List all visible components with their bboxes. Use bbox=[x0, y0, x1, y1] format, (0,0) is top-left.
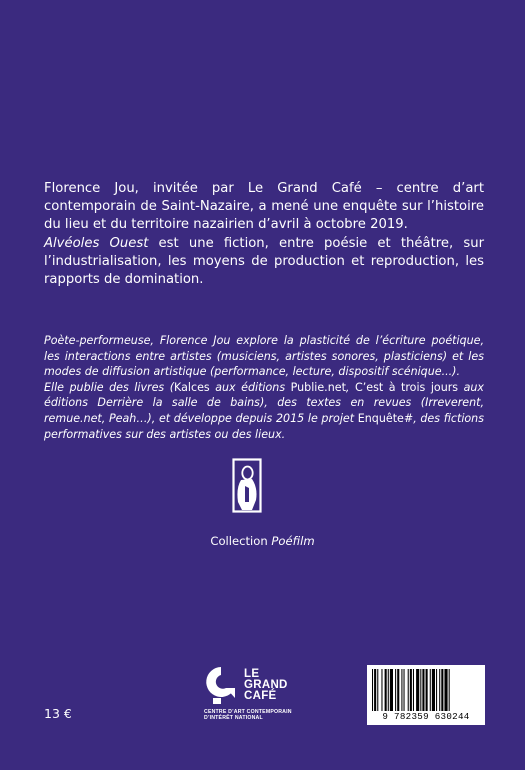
publisher-name-line-2: GRAND bbox=[244, 679, 288, 691]
barcode-bar bbox=[408, 669, 409, 713]
bio-paragraph-2 bbox=[44, 380, 484, 442]
barcode-bar bbox=[390, 669, 393, 713]
barcode-bar bbox=[420, 669, 421, 713]
collection-label bbox=[0, 534, 525, 548]
bio-text-c: aux éditions bbox=[209, 380, 291, 394]
bio-text-i: , des fictions performatives sur des artistes ou des lieux. bbox=[44, 411, 484, 441]
barcode-bar bbox=[377, 669, 378, 713]
bio-text-e: , bbox=[345, 380, 355, 394]
barcode-bar bbox=[401, 669, 402, 713]
isbn-digits: 9 782359 630244 bbox=[367, 711, 485, 722]
barcode-bar bbox=[422, 669, 424, 713]
barcode-bar bbox=[444, 669, 447, 713]
summary-paragraph-2-text: est une fiction, entre poésie et théâtre, sur l’industrialisation, les moyens de production et reproduction, les rapports de domination. bbox=[44, 235, 484, 288]
publisher-subtitle bbox=[204, 709, 329, 721]
bio-project-enquete: Enquête# bbox=[357, 411, 414, 425]
publisher-name bbox=[244, 669, 288, 702]
bio-paragraph-1: Poète-performeuse, Florence Jou explore la plasticité de l’écriture poétique, les interactions entre artistes (musiciens, artistes sonores, plasticiens) et les modes de diffusion artistique (performance, lecture, dispositif scénique...). bbox=[44, 334, 484, 379]
barcode-bar bbox=[449, 669, 450, 713]
grand-cafe-logo-icon bbox=[204, 665, 324, 725]
book-title: Alvéoles Ouest bbox=[44, 235, 149, 251]
publisher-name-line-1: LE bbox=[244, 668, 260, 680]
barcode-bar bbox=[388, 669, 389, 713]
summary-paragraph-2 bbox=[44, 235, 484, 290]
barcode-bar bbox=[410, 669, 412, 713]
bio-book-kalces: Kalces bbox=[174, 380, 210, 394]
poefilm-logo-icon bbox=[232, 458, 262, 513]
bio-text-a: Elle publie des livres ( bbox=[44, 380, 175, 394]
barcode-bar bbox=[381, 669, 382, 713]
publisher-subtitle-line-1: CENTRE D’ART CONTEMPORAIN bbox=[204, 709, 292, 715]
barcode-bar bbox=[372, 669, 373, 713]
barcode-bar bbox=[404, 669, 405, 713]
bio-book-c-est-a-trois-jours: C’est à trois jours bbox=[354, 380, 459, 394]
barcode-bar bbox=[385, 669, 387, 713]
publisher-subtitle-line-2: D’INTÉRÊT NATIONAL bbox=[204, 715, 263, 722]
author-bio bbox=[44, 333, 484, 442]
bio-text-g: aux éditions Derrière la salle de bains), des textes en revues (Irreverent, remue.net, Peah…), et développe depuis 2015 le projet bbox=[44, 380, 484, 425]
summary-paragraph-1: Florence Jou, invitée par Le Grand Café – centre d’art contemporain de Saint-Nazaire, a mené une enquête sur l’histoire du lieu et du territoire nazairien d’avril à octobre 2019. bbox=[44, 181, 484, 233]
publisher-name-line-3: CAFÉ bbox=[244, 690, 277, 702]
barcode-bar bbox=[441, 669, 443, 713]
bio-publisher-publienet: Publie.net bbox=[290, 380, 346, 394]
barcode-bar bbox=[413, 669, 414, 713]
grand-cafe-mark bbox=[204, 665, 238, 705]
barcode-bar bbox=[436, 669, 437, 713]
barcode-bar bbox=[439, 669, 440, 713]
barcode-bar bbox=[430, 669, 431, 713]
price: 13 € bbox=[44, 706, 72, 721]
barcode-bars bbox=[372, 669, 480, 713]
barcode-bar bbox=[426, 669, 428, 713]
isbn-barcode bbox=[367, 665, 485, 725]
barcode-bar bbox=[397, 669, 399, 713]
collection-prefix: Collection bbox=[210, 534, 272, 548]
barcode-bar bbox=[416, 669, 419, 713]
barcode-bar bbox=[395, 669, 396, 713]
summary-text bbox=[44, 180, 484, 289]
barcode-bar bbox=[374, 669, 376, 713]
barcode-bar bbox=[432, 669, 435, 713]
collection-name: Poéfilm bbox=[271, 534, 315, 548]
